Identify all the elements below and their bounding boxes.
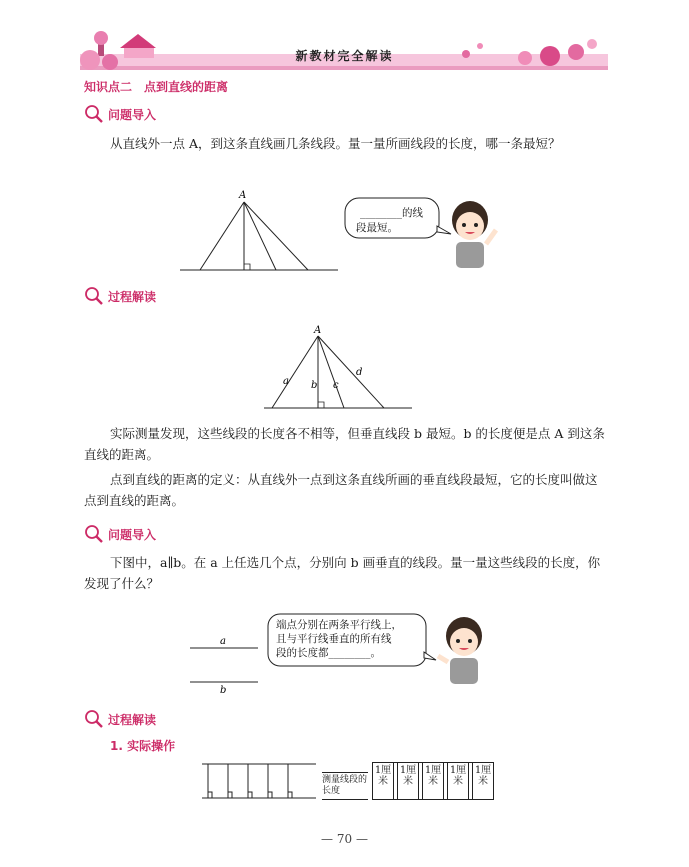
question-1-text: 从直线外一点 A，到这条直线画几条线段。量一量所画线段的长度，哪一条最短？ — [110, 136, 561, 151]
point-a-label: A — [314, 325, 322, 336]
bubble-2-line-2: 且与平行线垂直的所有线 — [276, 633, 392, 645]
point-a-label: A — [239, 190, 247, 201]
section-label: 问题导入 — [108, 107, 157, 122]
segment-a-label: a — [283, 376, 289, 387]
magnifier-icon — [84, 104, 106, 124]
line-a-label: a — [220, 636, 226, 647]
subheading-actual-operation: 1. 实际操作 — [110, 739, 176, 753]
section-label: 过程解读 — [108, 712, 157, 727]
bubble-1-line-2: 段最短。 — [356, 222, 398, 234]
section-process-1 — [84, 286, 156, 306]
process-1-text-1: 实际测量发现，这些线段的长度各不相等，但垂直线段 b 最短。b 的长度便是点 A 到这条直线的距离。 — [84, 426, 605, 462]
table-cell: 1厘米 — [422, 763, 444, 799]
girl-character-1 — [442, 196, 502, 272]
segment-b-label: b — [311, 380, 318, 391]
measurement-table — [372, 762, 494, 800]
segment-c-label: c — [333, 380, 339, 391]
measurement-diagram — [198, 760, 320, 802]
magnifier-icon — [84, 286, 106, 306]
figure-point-to-line — [178, 186, 340, 276]
table-cell: 1厘米 — [447, 763, 469, 799]
section-label: 过程解读 — [108, 289, 157, 304]
girl-character-2 — [436, 612, 492, 688]
knowledge-point-title: 知识点二 点到直线的距离 — [84, 80, 229, 94]
bubble-2-line-1: 端点分别在两条平行线上， — [276, 619, 402, 631]
section-label: 问题导入 — [108, 527, 157, 542]
header-title: 新教材完全解读 — [295, 49, 394, 63]
segment-d-label: d — [356, 367, 363, 378]
table-cell: 1厘米 — [397, 763, 419, 799]
table-cell: 1厘米 — [472, 763, 494, 799]
bubble-1-line-1: ________的线 — [360, 207, 423, 219]
question-2-text: 下图中，a∥b。在 a 上任选几个点，分别向 b 画垂直的线段。量一量这些线段的长度，你发现了什么？ — [84, 555, 601, 591]
table-row-label: 测量线段的长度 — [322, 772, 368, 800]
page-number: — 70 — — [321, 832, 368, 846]
section-process-2 — [84, 709, 156, 729]
section-question-intro-1 — [84, 104, 156, 124]
table-cell: 1厘米 — [372, 763, 394, 799]
line-b-label: b — [220, 685, 227, 694]
figure-segments-abcd — [262, 322, 414, 414]
figure-parallel-lines — [186, 636, 262, 694]
bubble-2-line-3: 段的长度都________。 — [276, 647, 381, 659]
magnifier-icon — [84, 524, 106, 544]
process-1-text-2: 点到直线的距离的定义：从直线外一点到这条直线所画的垂直线段最短，它的长度叫做这点到直线的距离。 — [84, 472, 598, 508]
section-question-intro-2 — [84, 524, 156, 544]
magnifier-icon — [84, 709, 106, 729]
